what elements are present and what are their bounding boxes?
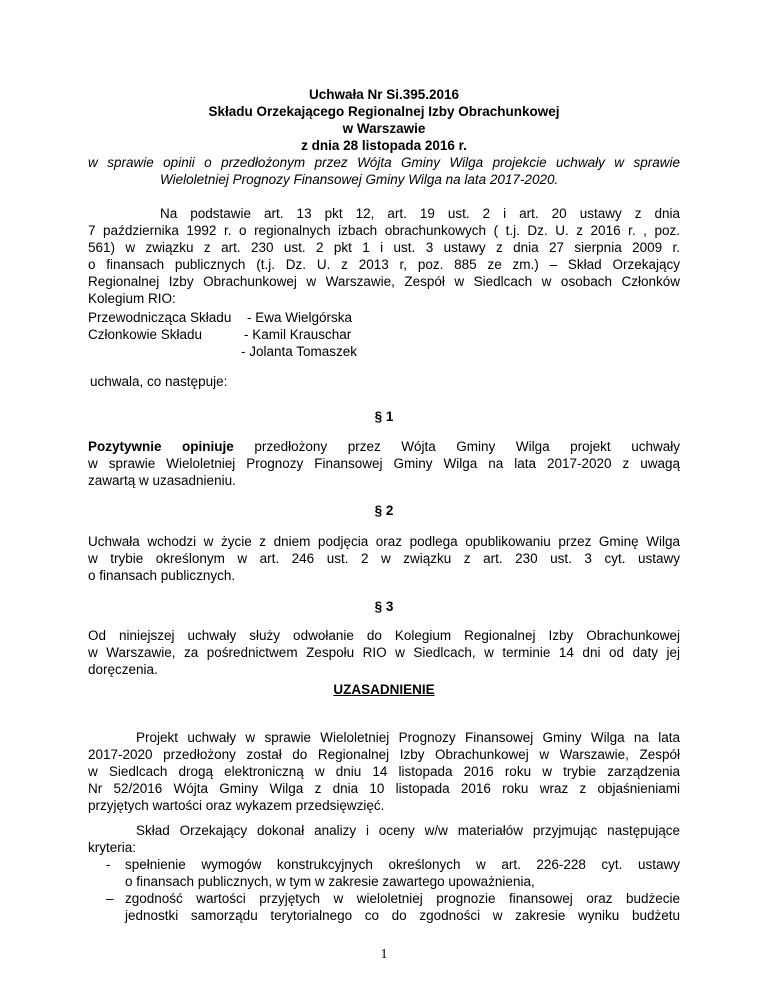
- list-item-continuation: [88, 907, 680, 924]
- justification-line: w Siedlcach drogą elektroniczną w dniu 14 listopada 2016 roku w trybie zarządzenia: [88, 764, 680, 779]
- subject-line: Wieloletniej Prognozy Finansowej Gminy Wilga na lata 2017-2020.: [160, 172, 559, 187]
- positive-opinion-emphasis: Pozytywnie opiniuje: [88, 439, 234, 454]
- basis-line: o finansach publicznych (t.j. Dz. U. z 2013 r, poz. 885 ze zm.) – Skład Orzekający: [88, 257, 680, 272]
- justification-paragraph-1: [88, 729, 680, 814]
- section-3-line: w Warszawie, za pośrednictwem Zespołu RIO w Siedlcach, w terminie 14 dni od daty jej: [88, 645, 680, 660]
- resolution-header: [88, 86, 680, 154]
- resolves-text: [90, 373, 682, 390]
- section-3-title: § 3: [374, 599, 394, 614]
- subject-line: w sprawie opinii o przedłożonym przez Wójta Gminy Wilga projekcie uchwały w sprawie: [88, 155, 680, 170]
- section-2-line: Uchwała wchodzi w życie z dniem podjęcia oraz podlega opublikowaniu przez Gminę Wilga: [88, 534, 680, 549]
- justification-line: Nr 52/2016 Wójta Gminy Wilga z dnia 10 listopada 2016 roku wraz z objaśnieniami: [88, 781, 680, 796]
- criteria-list: [88, 856, 680, 924]
- justification-line: 2017-2020 przedłożony został do Regionalnej Izby Obrachunkowej w Warszawie, Zespół: [88, 747, 680, 762]
- section-1-line1-rest: przedłożony przez Wójta Gminy Wilga projekt uchwały: [254, 439, 680, 454]
- criterion-line: spełnienie wymogów konstrukcyjnych określonych w art. 226-228 cyt. ustawy: [125, 857, 680, 872]
- section-2-line: o finansach publicznych.: [88, 568, 236, 583]
- section-1-line: w sprawie Wieloletniej Prognozy Finansowej Gminy Wilga na lata 2017-2020 z uwagą: [88, 456, 680, 471]
- resolution-number: Uchwała Nr Si.395.2016: [308, 87, 460, 102]
- member-name: - Jolanta Tomaszek: [241, 344, 358, 359]
- justification-title-text: UZASADNIENIE: [333, 682, 435, 697]
- section-3-line: doręczenia.: [88, 662, 158, 677]
- resolution-date: z dnia 28 listopada 2016 r.: [301, 138, 467, 153]
- criterion-line: zgodność wartości przyjętych w wieloletniej prognozie finansowej oraz budżecie: [125, 891, 680, 906]
- section-2-line: w trybie określonym w art. 246 ust. 2 w związku z art. 230 ust. 3 cyt. ustawy: [88, 551, 680, 566]
- basis-line: Regionalnej Izby Obrachunkowej w Warszawie, Zespół w Siedlcach w osobach Członków: [88, 274, 680, 289]
- members-row: [88, 326, 680, 343]
- criteria-intro-line: Skład Orzekający dokonał analizy i oceny w/w materiałów przyjmując następujące: [136, 823, 680, 838]
- section-1-text: [88, 438, 680, 489]
- basis-line: 561) w związku z art. 230 ust. 2 pkt 1 i ust. 3 ustawy z dnia 27 sierpnia 2009 r.: [88, 240, 680, 255]
- members-row: [88, 343, 680, 360]
- members-label: Członkowie Składu: [88, 327, 203, 342]
- legal-basis-paragraph: [88, 205, 680, 307]
- justification-paragraph-2: [88, 822, 680, 856]
- criterion-line: jednostki samorządu terytorialnego co do zgodności w zakresie wyniku budżetu: [125, 908, 680, 923]
- basis-line: Kolegium RIO:: [88, 291, 176, 306]
- page-number: 1: [380, 947, 388, 962]
- resolution-subject: [88, 154, 680, 188]
- criterion-line: o finansach publicznych, w tym w zakresie zawartego upoważnienia,: [125, 874, 535, 889]
- justification-line: Projekt uchwały w sprawie Wieloletniej Prognozy Finansowej Gminy Wilga na lata: [136, 730, 680, 745]
- section-1-line: [88, 438, 680, 455]
- issuing-body: Składu Orzekającego Regionalnej Izby Obrachunkowej: [208, 104, 560, 119]
- document-page: [88, 0, 680, 994]
- list-item: [88, 890, 680, 907]
- section-2-text: [88, 533, 680, 584]
- chair-label: Przewodnicząca Składu: [88, 310, 232, 325]
- section-3-text: [88, 627, 680, 678]
- section-2-title: § 2: [374, 503, 394, 518]
- panel-members: [88, 309, 680, 360]
- section-1-line: zawartą w uzasadnieniu.: [88, 473, 236, 488]
- justification-line: przyjętych wartości oraz wykazem przedsięwzięć.: [88, 798, 385, 813]
- chair-name: - Ewa Wielgórska: [247, 310, 353, 325]
- chair-row: [88, 309, 680, 326]
- dash-bullet: -: [106, 857, 111, 872]
- section-1-title: § 1: [374, 409, 394, 424]
- resolves-line: uchwala, co następuje:: [90, 374, 228, 389]
- basis-line: Na podstawie art. 13 pkt 12, art. 19 ust. 2 i art. 20 ustawy z dnia: [160, 206, 680, 221]
- section-3-line: Od niniejszej uchwały służy odwołanie do Kolegium Regionalnej Izby Obrachunkowej: [88, 628, 680, 643]
- basis-line: 7 października 1992 r. o regionalnych izbach obrachunkowych ( t.j. Dz. U. z 2016 r. , poz.: [88, 223, 680, 238]
- list-item-continuation: [88, 873, 680, 890]
- issuing-city: w Warszawie: [342, 121, 426, 136]
- criteria-intro-line: kryteria:: [88, 840, 137, 855]
- justification-title: [88, 681, 680, 698]
- list-item: [88, 856, 680, 873]
- dash-bullet: –: [106, 891, 114, 906]
- member-name: - Kamil Krauschar: [244, 327, 352, 342]
